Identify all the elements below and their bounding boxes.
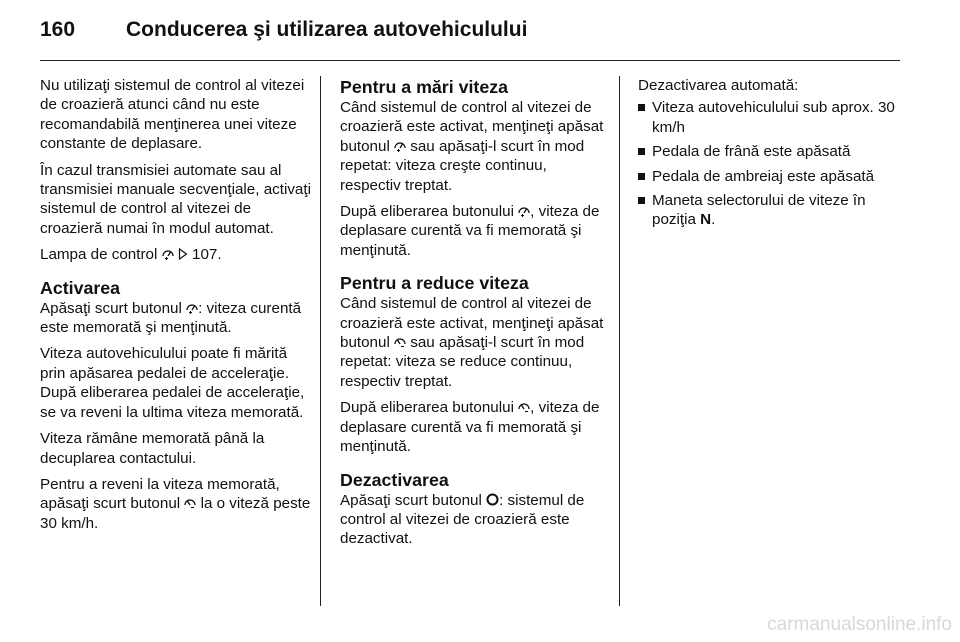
section-heading: Pentru a mări viteza	[340, 77, 509, 97]
list-item-text: Maneta selectorului de viteze în poziţia	[652, 192, 866, 229]
text: : sistemul de control al vitezei de croazieră este dezactivat.	[340, 491, 585, 548]
section-heading: Dezactivarea	[340, 469, 449, 490]
cruise-resume-minus-icon	[394, 335, 406, 348]
column-1	[40, 76, 312, 540]
paragraph	[40, 299, 312, 338]
watermark: carmanualsonline.info	[767, 614, 952, 635]
paragraph	[40, 475, 312, 533]
page-title: Conducerea şi utilizarea autovehiculului	[126, 18, 528, 41]
list-item	[638, 167, 900, 186]
text: Când sistemul de control al vitezei de croazieră este activat, menţineţi apăsat butonul	[340, 99, 604, 155]
text: .	[711, 211, 716, 229]
bullet-square-icon	[638, 148, 645, 155]
column-divider-2	[619, 76, 620, 606]
cruise-set-plus-icon	[394, 139, 406, 152]
paragraph	[340, 202, 608, 260]
cruise-resume-minus-icon	[184, 496, 196, 509]
bullet-square-icon	[638, 104, 645, 111]
list-item-text: Pedala de ambreiaj este apăsată	[652, 167, 875, 185]
section-dezactivare	[340, 469, 608, 549]
text: După eliberarea butonului	[340, 203, 519, 221]
paragraph	[340, 491, 608, 549]
column-2	[340, 76, 608, 556]
paragraph: Viteza autovehiculului poate fi mărită prin apăsarea pedalei de acceleraţie. După eliberarea pedalei de acceleraţie, se va reveni la ultima viteza memorată.	[40, 345, 305, 421]
list-item	[638, 98, 900, 137]
section-reducere-viteza	[340, 272, 608, 456]
text: Pentru a reveni la viteza memorată, apăsaţi scurt butonul	[40, 475, 280, 513]
cruise-set-plus-icon	[186, 301, 198, 314]
section-activare	[40, 277, 312, 533]
cruise-off-icon	[486, 493, 499, 506]
bullet-square-icon	[638, 173, 645, 180]
paragraph: Dezactivarea automată:	[638, 77, 799, 94]
paragraph: Viteza rămâne memorată până la decuplarea contactului.	[40, 430, 265, 467]
text: Apăsaţi scurt butonul	[340, 491, 487, 509]
page-number: 160	[40, 18, 76, 41]
text: , viteza de deplasare curentă va fi memorată şi menţinută.	[340, 203, 600, 259]
bullet-square-icon	[638, 197, 645, 204]
list-item	[638, 191, 900, 230]
text: După eliberarea butonului	[340, 399, 519, 417]
header-divider	[40, 60, 900, 61]
text: la o viteză peste 30 km/h.	[40, 495, 311, 532]
text: Lampa de control	[40, 246, 162, 264]
paragraph	[340, 294, 608, 391]
text: sau apăsaţi-l scurt în mod repetat: viteza se reduce continuu, respectiv treptat.	[340, 334, 585, 390]
list-item-text: Pedala de frână este apăsată	[652, 143, 851, 161]
section-heading: Pentru a reduce viteza	[340, 273, 529, 294]
section-heading: Activarea	[40, 277, 121, 298]
paragraph: În cazul transmisiei automate sau al transmisiei manuale secvenţiale, activaţi sistemul de control al vitezei de croazieră numai în modul automat.	[40, 161, 311, 237]
section-marire-viteza	[340, 76, 608, 260]
column-divider-1	[320, 76, 321, 606]
text: : viteza curentă este memorată şi menţinută.	[40, 299, 302, 337]
column-3	[638, 76, 900, 235]
paragraph	[340, 98, 608, 195]
text: Când sistemul de control al vitezei de croazieră este activat, menţineţi apăsat butonul	[340, 295, 604, 352]
list-item	[638, 142, 900, 161]
list-item-text: Viteza autovehiculului sub aprox. 30 km/h	[652, 99, 895, 136]
page-reference: 107.	[187, 246, 222, 264]
cruise-resume-minus-icon	[518, 400, 530, 413]
cruise-set-plus-icon	[518, 204, 530, 217]
paragraph	[40, 245, 312, 264]
text: Apăsaţi scurt butonul	[40, 299, 187, 317]
text: sau apăsaţi-l scurt în mod repetat: viteza creşte continuu, respectiv treptat.	[340, 137, 585, 194]
text: , viteza de deplasare curentă va fi memorată şi menţinută.	[340, 399, 600, 456]
paragraph: Nu utilizaţi sistemul de control al vitezei de croazieră atunci când nu este recomandabilă menţinerea unei viteze constante de deplasare.	[40, 77, 305, 153]
page-header	[40, 18, 920, 58]
page-reference-arrow-icon	[178, 248, 188, 260]
paragraph	[340, 398, 608, 456]
cruise-set-plus-icon	[162, 247, 174, 260]
gear-position-key: N	[700, 211, 712, 229]
bullet-list	[638, 98, 900, 229]
